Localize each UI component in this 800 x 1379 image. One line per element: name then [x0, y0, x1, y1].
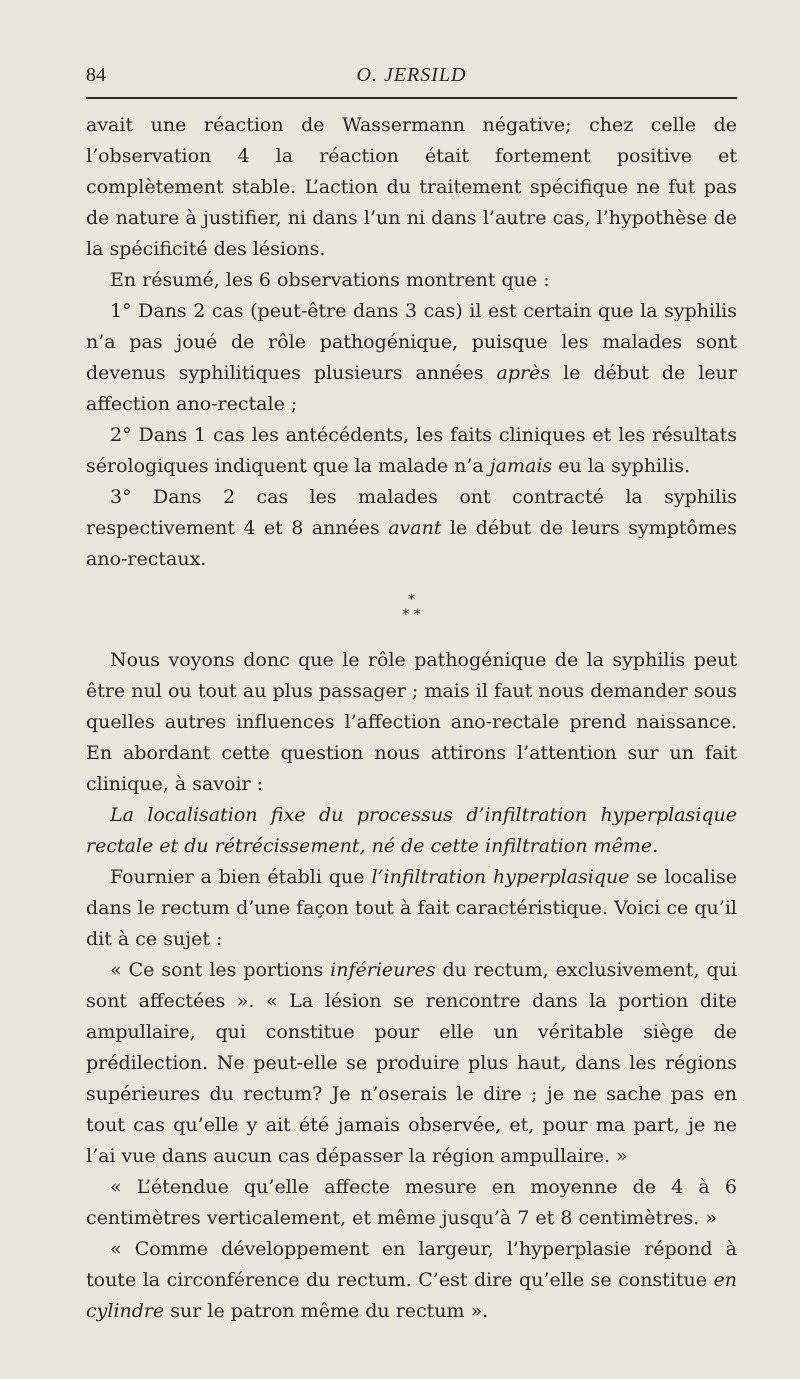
text-run: du rectum, exclusivement, qui sont affectées ». « La lésion se rencontre dans la portion dite ampullaire, qui constitue pour elle un véritable siège de prédilection. Ne peut-elle se produire plus haut, dans les régions supérieures du rectum? Je n’oserais le dire ; je ne sache pas en tout cas qu’elle y ait été jamais observée, et, pour ma part, je ne l’ai vue dans aucun cas dépasser la région ampullaire. » [86, 959, 737, 1167]
page-header [86, 64, 737, 90]
text-run: 2° Dans 1 cas les antécédents, les faits cliniques et les résultats sérologiques indiquent que la malade n’a [86, 424, 737, 477]
italic-text: en cylindre [86, 1269, 737, 1322]
section-break-star: * [408, 592, 415, 608]
text-run: se localise dans le rectum d’une façon tout à fait caractéristique. Voici ce qu’il dit à ce sujet : [86, 866, 737, 950]
italic-text: après [496, 362, 551, 384]
italic-text: avant [388, 517, 442, 539]
paragraph [86, 800, 737, 862]
text-run: « L’étendue qu’elle affecte mesure en moyenne de 4 à 6 centimètres verticalement, et même jusqu’à 7 et 8 centimètres. » [86, 1176, 737, 1229]
page-number: 84 [86, 64, 106, 86]
paragraph [86, 645, 737, 800]
italic-text: jamais [489, 455, 553, 477]
text-run: sur le patron même du rectum ». [164, 1300, 489, 1322]
paragraph [86, 420, 737, 482]
text-run: eu la syphilis. [552, 455, 691, 477]
paragraph [86, 296, 737, 420]
header-rule [86, 97, 737, 99]
paragraph [86, 110, 737, 265]
section-break [86, 593, 737, 623]
running-head: O. JERSILD [356, 64, 467, 86]
text-run: « Ce sont les portions [110, 959, 331, 981]
section-break-stars: * * [402, 607, 421, 623]
text-run: 3° Dans 2 cas les malades ont contracté la syphilis respectivement 4 et 8 années [86, 486, 737, 539]
text-run: le début de leurs symptômes ano-rectaux. [86, 517, 737, 570]
text-run: 1° Dans 2 cas (peut-être dans 3 cas) il est certain que la syphilis n’a pas joué de rôle pathogénique, puisque les malades sont devenus syphilitiques plusieurs années [86, 300, 737, 384]
text-run: « Comme développement en largeur, l’hyperplasie répond à toute la circonférence du rectum. C’est dire qu’elle se constitue [86, 1238, 737, 1291]
text-run: Fournier a bien établi que [110, 866, 372, 888]
paragraph [86, 862, 737, 955]
body-text [86, 110, 737, 1327]
italic-text: La localisation fixe du processus d’infiltration hyperplasique rectale et du rétrécissement, né de cette infiltration même. [86, 804, 737, 857]
italic-text: inférieures [330, 959, 436, 981]
paragraph [86, 482, 737, 575]
text-run: Nous voyons donc que le rôle pathogénique de la syphilis peut être nul ou tout au plus passager ; mais il faut nous demander sous quelles autres influences l’affection ano-rectale prend naissance. En abordant cette question nous attirons l’attention sur un fait clinique, à savoir : [86, 649, 737, 795]
text-run: le début de leur affection ano-rectale ; [86, 362, 737, 415]
paragraph [86, 955, 737, 1172]
paragraph [86, 1172, 737, 1234]
italic-text: l’infiltration hyperplasique [371, 866, 630, 888]
paragraph [86, 265, 737, 296]
paragraph [86, 1234, 737, 1327]
text-run: En résumé, les 6 observations montrent que : [110, 269, 550, 291]
text-run: avait une réaction de Wassermann négative; chez celle de l’observation 4 la réaction était fortement positive et complètement stable. L’action du traitement spécifique ne fut pas de nature à justifier, ni dans l’un ni dans l’autre cas, l’hypothèse de la spécificité des lésions. [86, 114, 737, 260]
